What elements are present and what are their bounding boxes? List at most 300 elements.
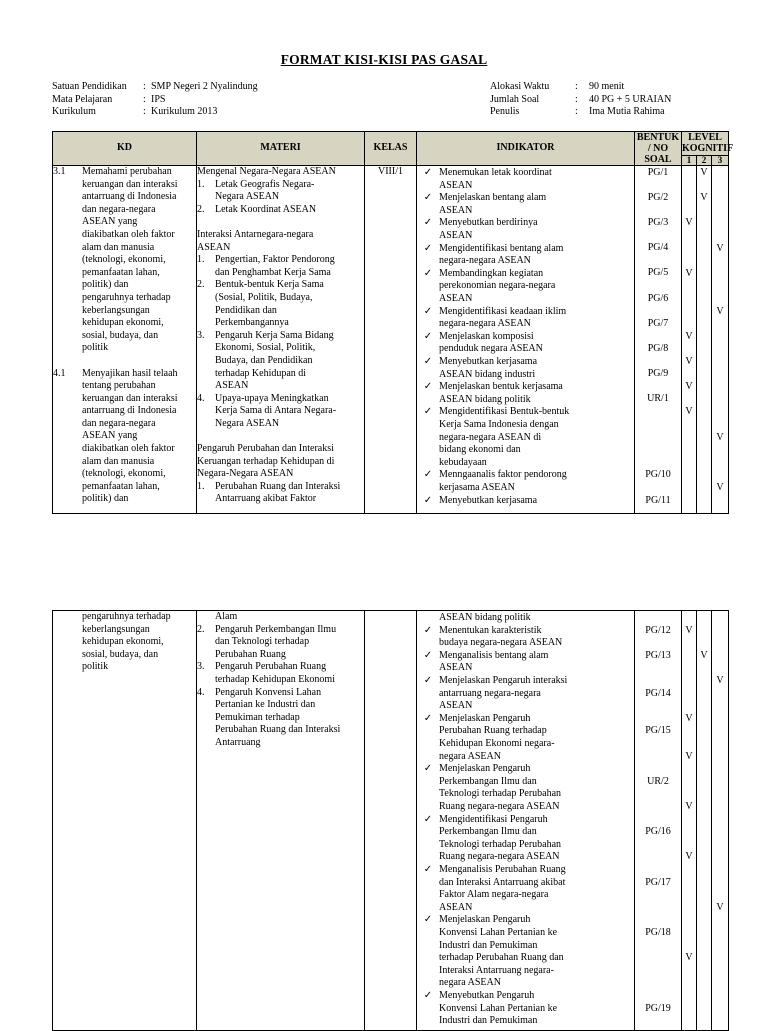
indikator-line: Menentukan karakteristik xyxy=(439,624,542,636)
materi-item xyxy=(197,279,364,329)
indikator-text xyxy=(439,914,634,990)
materi-item-text xyxy=(215,481,364,506)
indikator-item xyxy=(417,167,634,192)
kd-number xyxy=(53,611,82,674)
indikator-line: Menjelaskan bentang alam xyxy=(439,192,547,204)
indikator-line: Industri dan Pemukiman xyxy=(439,1015,538,1027)
indikator-item xyxy=(417,331,634,356)
meta-row-satuan xyxy=(52,81,258,94)
kd-line: alam dan manusia xyxy=(82,455,155,467)
materi-heading-text xyxy=(197,229,364,254)
indikator-line: antarruang negara-negara xyxy=(439,687,541,699)
kd-cell xyxy=(53,611,197,1031)
indikator-line: Mengidentifikasi Pengaruh xyxy=(439,813,548,825)
indikator-text xyxy=(439,675,634,713)
meta-sep: : xyxy=(143,93,146,105)
indikator-cell xyxy=(417,166,635,514)
checkmark-icon: ✓ xyxy=(423,649,433,661)
spacer xyxy=(197,430,364,443)
level-2-cell xyxy=(697,611,712,1031)
level-1-cell xyxy=(682,166,697,514)
materi-number: 2. xyxy=(197,623,205,635)
materi-number: 3. xyxy=(197,329,205,341)
indikator-line: Menyebutkan Pengaruh xyxy=(439,990,535,1001)
indikator-text xyxy=(439,990,634,1028)
indikator-text xyxy=(439,406,634,469)
kd-line: (teknologi, ekonomi, xyxy=(82,254,166,266)
bentuk-value: PG/11 xyxy=(645,494,671,506)
bentuk-value: PG/15 xyxy=(645,725,671,737)
kisi-table-page-2 xyxy=(52,610,729,1031)
indikator-text xyxy=(439,167,634,192)
bentuk-cell xyxy=(635,166,682,514)
indikator-text xyxy=(439,356,634,381)
materi-number: 4. xyxy=(197,392,205,404)
bentuk-cell xyxy=(635,611,682,1031)
materi-item-line: (Sosial, Politik, Budaya, xyxy=(215,291,313,303)
indikator-line: negara ASEAN xyxy=(439,750,501,762)
kd-line: Memahami perubahan xyxy=(82,166,172,177)
materi-item-line: Antarruang xyxy=(215,736,261,748)
checkmark-icon: ✓ xyxy=(423,356,433,367)
indikator-item xyxy=(417,763,634,813)
indikator-item xyxy=(417,625,634,650)
indikator-item xyxy=(417,814,634,864)
indikator-line: Menganalisis Perubahan Ruang xyxy=(439,864,566,875)
checkmark-icon: ✓ xyxy=(423,469,433,481)
kd-line: pemanfaatan lahan, xyxy=(82,480,160,492)
level-mark: V xyxy=(685,801,693,812)
materi-item-text xyxy=(215,661,364,686)
level-mark: V xyxy=(685,356,693,367)
materi-heading-line: Interaksi Antarnegara-negara xyxy=(197,228,314,240)
level-mark: V xyxy=(685,624,693,636)
kelas-cell xyxy=(365,611,417,1031)
indikator-line: Kerja Sama Indonesia dengan xyxy=(439,418,559,430)
indikator-line: Menjelaskan bentuk kerjasama xyxy=(439,381,563,393)
materi-item xyxy=(197,624,364,662)
kd-line: Menyajikan hasil telaah xyxy=(82,367,178,379)
materi-item-line: Antarruang akibat Faktor xyxy=(215,493,317,505)
materi-heading-line: Mengenal Negara-Negara ASEAN xyxy=(197,166,336,177)
indikator-line: Perubahan Ruang terhadap xyxy=(439,725,547,737)
meta-sep: : xyxy=(575,106,578,117)
header-kd: KD xyxy=(53,132,197,166)
checkmark-icon: ✓ xyxy=(423,624,433,636)
level-mark: V xyxy=(685,217,693,229)
materi-item-line: Pengaruh Perkembangan Ilmu xyxy=(215,623,337,635)
materi-item-line: ASEAN xyxy=(215,380,249,392)
kd-line: politik) dan xyxy=(82,493,129,505)
indikator-line: Membandingkan kegiatan xyxy=(439,267,544,279)
indikator-line: negara-negara ASEAN xyxy=(439,318,531,330)
materi-item-line: Perubahan Ruang xyxy=(215,648,286,660)
indikator-line: Perkembangan Ilmu dan xyxy=(439,775,537,787)
indikator-text xyxy=(439,814,634,864)
header-level-1: 1 xyxy=(682,155,697,165)
kd-line: keberlangsungan xyxy=(82,623,150,635)
bentuk-value: PG/1 xyxy=(647,167,669,178)
document-title: FORMAT KISI-KISI PAS GASAL xyxy=(280,52,488,67)
meta-value: Ima Mutia Rahima xyxy=(589,106,665,117)
kd-number: 3.1 xyxy=(53,166,66,177)
materi-item xyxy=(197,481,364,506)
indikator-line: ASEAN xyxy=(439,662,473,674)
checkmark-icon: ✓ xyxy=(423,990,433,1001)
level-mark: V xyxy=(685,406,693,418)
checkmark-icon: ✓ xyxy=(423,494,433,506)
bentuk-value: PG/12 xyxy=(645,624,671,636)
indikator-item xyxy=(417,495,634,508)
indikator-item xyxy=(417,914,634,990)
indikator-line: Ruang negara-negara ASEAN xyxy=(439,851,560,863)
indikator-line: Ruang negara-negara ASEAN xyxy=(439,800,560,812)
checkmark-icon: ✓ xyxy=(423,763,433,775)
level-3-cell xyxy=(712,611,729,1031)
checkmark-icon: ✓ xyxy=(423,167,433,178)
kd-line: keruangan dan interaksi xyxy=(82,392,178,404)
materi-item-line: Upaya-upaya Meningkatkan xyxy=(215,392,329,404)
checkmark-icon: ✓ xyxy=(423,192,433,204)
indikator-line: negara ASEAN xyxy=(439,977,501,989)
indikator-line: Industri dan Pemukiman xyxy=(439,939,538,951)
meta-right xyxy=(490,81,671,119)
materi-number: 2. xyxy=(197,203,205,215)
indikator-line: Teknologi terhadap Perubahan xyxy=(439,788,562,800)
bentuk-value: PG/18 xyxy=(645,927,671,938)
meta-label: Jumlah Soal xyxy=(490,93,540,105)
meta-value: 40 PG + 5 URAIAN xyxy=(589,93,672,105)
meta-value: IPS xyxy=(151,93,166,105)
indikator-line: penduduk negara ASEAN xyxy=(439,343,543,355)
indikator-line: Menjelaskan Pengaruh xyxy=(439,763,531,775)
materi-item-line: Letak Geografis Negara- xyxy=(215,178,315,190)
materi-item-line: Perubahan Ruang dan Interaksi xyxy=(215,480,341,492)
meta-value: 90 menit xyxy=(589,81,625,92)
meta-label: Satuan Pendidikan xyxy=(52,81,127,92)
level-mark: V xyxy=(716,901,724,913)
materi-number: 1. xyxy=(197,480,205,492)
materi-item-text xyxy=(215,393,364,431)
indikator-line: budaya negara-negara ASEAN xyxy=(439,637,563,649)
checkmark-icon: ✓ xyxy=(423,381,433,393)
level-mark: V xyxy=(700,167,708,178)
header-level: LEVEL KOGNITIF xyxy=(682,132,734,155)
kelas-cell: VIII/1 xyxy=(365,166,417,514)
bentuk-value: PG/5 xyxy=(647,267,669,279)
level-mark: V xyxy=(700,649,708,661)
indikator-line: ASEAN xyxy=(439,292,473,304)
indikator-line: Perkembangan Ilmu dan xyxy=(439,826,537,838)
indikator-line: dan Interaksi Antarruang akibat xyxy=(439,876,566,888)
indikator-line: Menyebutkan kerjasama xyxy=(439,356,538,367)
materi-item-line: Alam xyxy=(215,611,238,622)
kd-line: kehidupan ekonomi, xyxy=(82,636,164,648)
checkmark-icon: ✓ xyxy=(423,675,433,686)
kd-line: politik) dan xyxy=(82,279,129,291)
materi-item xyxy=(197,330,364,393)
level-2-cell xyxy=(697,166,712,514)
meta-label: Alokasi Waktu xyxy=(490,81,550,92)
checkmark-icon: ✓ xyxy=(423,242,433,254)
indikator-item xyxy=(417,713,634,763)
indikator-item xyxy=(417,990,634,1028)
materi-item-line: Negara ASEAN xyxy=(215,191,280,203)
kd-line: pengaruhnya terhadap xyxy=(82,611,171,622)
indikator-text xyxy=(439,243,634,268)
indikator-line: Menjelaskan komposisi xyxy=(439,330,534,342)
indikator-item xyxy=(417,306,634,331)
indikator-item xyxy=(417,650,634,675)
header-level-2: 2 xyxy=(697,155,712,165)
indikator-text xyxy=(439,192,634,217)
meta-label: Penulis xyxy=(490,106,520,117)
materi-number: 4. xyxy=(197,686,205,698)
indikator-line: kebudayaan xyxy=(439,456,487,468)
indikator-line: Menyebutkan kerjasama xyxy=(439,494,538,506)
materi-number: 3. xyxy=(197,661,205,673)
meta-value: SMP Negeri 2 Nyalindung xyxy=(151,81,258,92)
meta-sep: : xyxy=(143,81,146,92)
meta-row-kurikulum xyxy=(52,106,258,119)
indikator-line: ASEAN bidang industri xyxy=(439,368,536,380)
level-mark: V xyxy=(700,192,708,204)
indikator-line: kerjasama ASEAN xyxy=(439,481,515,493)
bentuk-value: PG/2 xyxy=(647,192,669,204)
materi-item-text xyxy=(215,179,364,204)
meta-label: Mata Pelajaran xyxy=(52,93,113,105)
materi-item-line: Pengaruh Kerja Sama Bidang xyxy=(215,329,334,341)
kd-text xyxy=(82,368,196,507)
header-materi: MATERI xyxy=(197,132,365,166)
level-mark: V xyxy=(685,952,693,964)
level-mark: V xyxy=(716,305,724,317)
indikator-line: Faktor Alam negara-negara xyxy=(439,889,549,901)
indikator-text xyxy=(439,650,634,675)
materi-item-line: Pengaruh Konvensi Lahan xyxy=(215,686,322,698)
materi-item-line: terhadap Kehidupan Ekonomi xyxy=(215,673,335,685)
kd-number: 4.1 xyxy=(53,367,66,379)
materi-heading-text xyxy=(197,443,364,481)
indikator-text xyxy=(439,713,634,763)
materi-item-text xyxy=(215,687,364,750)
header-kelas: KELAS xyxy=(365,132,417,166)
spacer xyxy=(197,216,364,229)
checkmark-icon xyxy=(417,612,439,625)
indikator-text xyxy=(439,381,634,406)
kd-cell xyxy=(53,166,197,514)
materi-item-line: Ekonomi, Sosial, Politik, xyxy=(215,342,316,354)
materi-heading-line: Negara-Negara ASEAN xyxy=(197,468,294,480)
indikator-line: terhadap Perubahan Ruang dan xyxy=(439,952,564,964)
kd-line: pengaruhnya terhadap xyxy=(82,291,171,303)
materi-item-text xyxy=(215,624,364,662)
meta-value: Kurikulum 2013 xyxy=(151,106,218,117)
checkmark-icon: ✓ xyxy=(423,217,433,229)
indikator-item xyxy=(417,217,634,242)
indikator-text xyxy=(439,763,634,813)
indikator-text xyxy=(439,306,634,331)
kd-line: diakibatkan oleh faktor xyxy=(82,443,175,455)
materi-number xyxy=(197,611,215,624)
materi-item-line: dan Teknologi terhadap xyxy=(215,636,310,648)
header-indikator: INDIKATOR xyxy=(417,132,635,166)
indikator-text xyxy=(439,495,634,508)
header-level-3: 3 xyxy=(712,155,729,165)
kd-line: alam dan manusia xyxy=(82,241,155,253)
indikator-item xyxy=(417,356,634,381)
meta-row-alokasi xyxy=(490,81,671,94)
level-mark: V xyxy=(716,431,724,443)
bentuk-value: PG/19 xyxy=(645,1002,671,1014)
indikator-item xyxy=(417,243,634,268)
indikator-line: ASEAN xyxy=(439,204,473,216)
indikator-line: Interaksi Antarruang negara- xyxy=(439,964,554,976)
materi-item-text xyxy=(215,330,364,393)
level-mark: V xyxy=(716,675,724,686)
bentuk-value: PG/4 xyxy=(647,242,669,254)
indikator-text xyxy=(439,331,634,356)
kd-line: politik xyxy=(82,661,109,673)
bentuk-value: PG/7 xyxy=(647,317,669,329)
materi-item xyxy=(197,254,364,279)
indikator-line: Menyebutkan berdirinya xyxy=(439,217,538,229)
meta-label: Kurikulum xyxy=(52,106,96,117)
materi-heading-line: ASEAN xyxy=(197,241,231,253)
meta-sep: : xyxy=(575,93,578,105)
checkmark-icon: ✓ xyxy=(423,914,433,926)
level-mark: V xyxy=(685,267,693,279)
indikator-line: perekonomian negara-negara xyxy=(439,280,556,292)
materi-item-line: Perubahan Ruang dan Interaksi xyxy=(215,724,341,736)
bentuk-value: PG/14 xyxy=(645,687,671,699)
materi-item-line: Pertanian ke Industri dan xyxy=(215,699,316,711)
kd-item xyxy=(53,368,196,507)
level-mark: V xyxy=(685,851,693,863)
bentuk-value: PG/13 xyxy=(645,649,671,661)
kd-line: antarruang di Indonesia xyxy=(82,191,177,203)
kd-line: sosial, budaya, dan xyxy=(82,648,159,660)
level-mark: V xyxy=(716,242,724,254)
indikator-line: Menjelaskan Pengaruh interaksi xyxy=(439,675,568,686)
indikator-item xyxy=(417,268,634,306)
kisi-table-page-1 xyxy=(52,131,734,514)
indikator-line: Konvensi Lahan Pertanian ke xyxy=(439,1002,558,1014)
materi-item-line: Pemukiman terhadap xyxy=(215,711,300,723)
indikator-line: Menjelaskan Pengaruh xyxy=(439,712,531,724)
indikator-text xyxy=(439,217,634,242)
materi-item-line: Negara ASEAN xyxy=(215,417,280,429)
kd-line: kehidupan ekonomi, xyxy=(82,317,164,329)
checkmark-icon: ✓ xyxy=(423,813,433,825)
meta-sep: : xyxy=(143,106,146,117)
indikator-cell xyxy=(417,611,635,1031)
indikator-line: Konvensi Lahan Pertanian ke xyxy=(439,926,558,938)
kd-line: tentang perubahan xyxy=(82,380,156,392)
bentuk-value: PG/8 xyxy=(647,342,669,354)
materi-item xyxy=(197,661,364,686)
indikator-line: ASEAN xyxy=(439,179,473,191)
checkmark-icon: ✓ xyxy=(423,864,433,875)
bentuk-value: PG/9 xyxy=(647,367,669,379)
materi-item-line: Perkembangannya xyxy=(215,317,289,329)
indikator-item xyxy=(417,675,634,713)
bentuk-value: UR/1 xyxy=(647,392,669,404)
materi-item-line: terhadap Kehidupan di xyxy=(215,367,307,379)
level-3-cell xyxy=(712,166,729,514)
meta-left xyxy=(52,81,258,119)
kd-item xyxy=(53,166,196,355)
materi-item-text xyxy=(215,254,364,279)
bentuk-value: PG/10 xyxy=(645,469,671,481)
materi-item-line: Pengaruh Perubahan Ruang xyxy=(215,661,327,673)
materi-item-text xyxy=(215,611,364,624)
kd-line: ASEAN yang xyxy=(82,216,138,228)
indikator-line: ASEAN xyxy=(439,700,473,712)
level-mark: V xyxy=(685,712,693,724)
materi-number: 1. xyxy=(197,178,205,190)
materi-heading-text xyxy=(197,166,364,179)
indikator-line: Menjelaskan Pengaruh xyxy=(439,914,531,926)
materi-item-text xyxy=(215,279,364,329)
kd-line: keruangan dan interaksi xyxy=(82,178,178,190)
materi-item-line: Pengertian, Faktor Pendorong xyxy=(215,254,335,266)
kd-line: sosial, budaya, dan xyxy=(82,329,159,341)
materi-item-line: Bentuk-bentuk Kerja Sama xyxy=(215,279,324,291)
checkmark-icon: ✓ xyxy=(423,305,433,317)
materi-item-line: Letak Koordinat ASEAN xyxy=(215,203,317,215)
header-bentuk: BENTUK / NO SOAL xyxy=(635,132,682,166)
kd-line: pemanfaatan lahan, xyxy=(82,266,160,278)
indikator-line: Menganalisis bentang alam xyxy=(439,649,549,661)
level-1-cell xyxy=(682,611,697,1031)
level-mark: V xyxy=(685,750,693,762)
indikator-item xyxy=(417,192,634,217)
kd-line: dan negara-negara xyxy=(82,417,156,429)
materi-item-line: dan Penghambat Kerja Sama xyxy=(215,266,331,278)
kd-line: (teknologi, ekonomi, xyxy=(82,468,166,480)
kd-text xyxy=(82,611,196,674)
materi-number: 2. xyxy=(197,279,205,291)
bentuk-value: PG/16 xyxy=(645,826,671,838)
materi-cell xyxy=(197,166,365,514)
kd-line: ASEAN yang xyxy=(82,430,138,442)
indikator-text xyxy=(439,612,634,625)
indikator-item xyxy=(417,406,634,469)
bentuk-value: PG/3 xyxy=(647,217,669,229)
materi-item xyxy=(197,204,364,217)
level-mark: V xyxy=(716,482,724,493)
materi-number: 1. xyxy=(197,254,205,266)
kd-line: dan negara-negara xyxy=(82,203,156,215)
indikator-line: negara-negara ASEAN di xyxy=(439,431,542,443)
kd-line: politik xyxy=(82,342,109,354)
indikator-text xyxy=(439,268,634,306)
materi-item-text xyxy=(215,204,364,217)
checkmark-icon: ✓ xyxy=(423,267,433,279)
indikator-line: Kehidupan Ekonomi negara- xyxy=(439,737,555,749)
indikator-text xyxy=(439,625,634,650)
materi-cell xyxy=(197,611,365,1031)
indikator-line: ASEAN xyxy=(439,901,473,913)
meta-row-jumlah xyxy=(490,94,671,107)
indikator-line: Mengidentifikasi bentang alam xyxy=(439,242,564,254)
kd-text xyxy=(82,166,196,355)
bentuk-value: PG/17 xyxy=(645,876,671,888)
kd-item xyxy=(53,611,196,674)
indikator-item xyxy=(417,381,634,406)
indikator-text xyxy=(439,864,634,914)
